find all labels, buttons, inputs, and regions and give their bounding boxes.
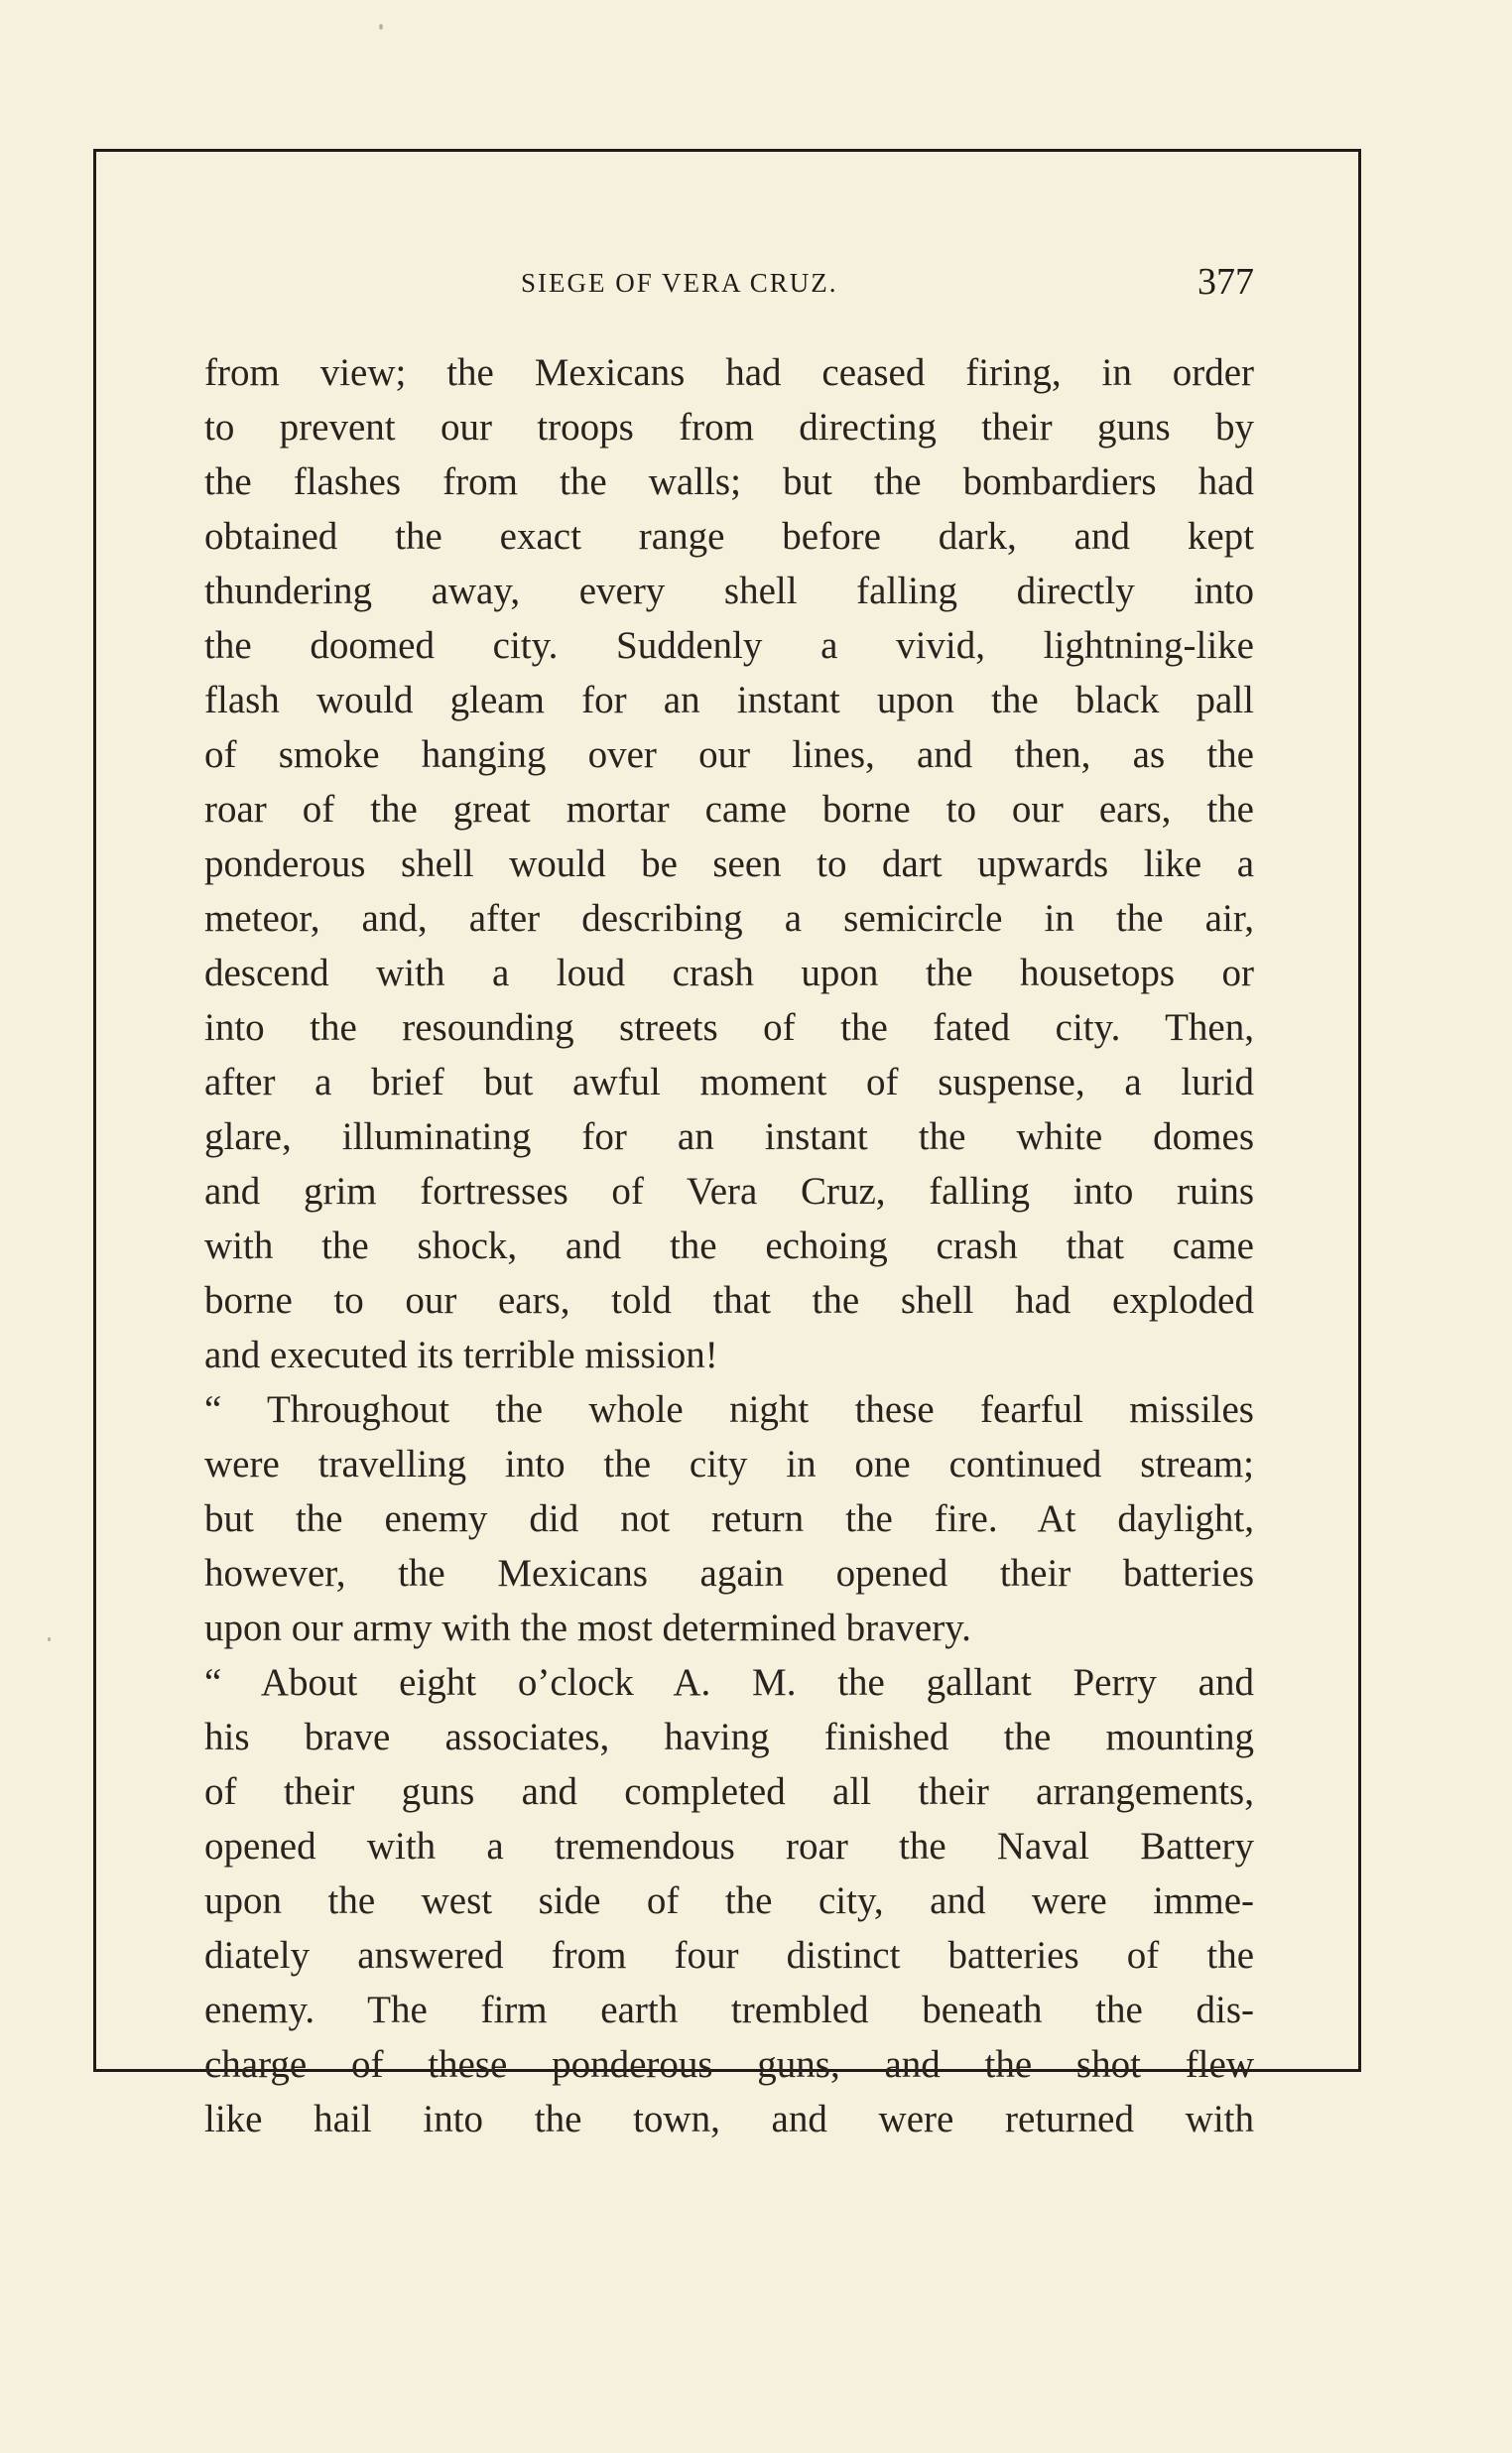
text-line: of their guns and completed all their arrangements, (204, 1770, 1254, 1813)
text-line: of smoke hanging over our lines, and then, as the (204, 733, 1254, 776)
text-line: “ About eight o’clock A. M. the gallant Perry and (204, 1661, 1254, 1704)
text-line: with the shock, and the echoing crash that came (204, 1225, 1254, 1267)
text-line: the doomed city. Suddenly a vivid, lightning-like (204, 624, 1254, 667)
text-line: ponderous shell would be seen to dart upwards like a (204, 842, 1254, 885)
text-line: and grim fortresses of Vera Cruz, falling into ruins (204, 1170, 1254, 1213)
text-line: roar of the great mortar came borne to our ears, the (204, 788, 1254, 831)
text-line: like hail into the town, and were returned with (204, 2098, 1254, 2140)
page-number: 377 (1197, 261, 1254, 303)
text-line: were travelling into the city in one continued stream; (204, 1443, 1254, 1485)
text-line: opened with a tremendous roar the Naval Battery (204, 1825, 1254, 1868)
text-line: to prevent our troops from directing their guns by (204, 406, 1254, 449)
text-line: but the enemy did not return the fire. At daylight, (204, 1497, 1254, 1540)
text-line: enemy. The firm earth trembled beneath the dis- (204, 1989, 1254, 2031)
text-line: his brave associates, having finished the mounting (204, 1716, 1254, 1758)
text-line: after a brief but awful moment of suspense, a lurid (204, 1061, 1254, 1103)
text-line: glare, illuminating for an instant the white domes (204, 1115, 1254, 1158)
text-line: borne to our ears, told that the shell had exploded (204, 1279, 1254, 1322)
running-head: SIEGE OF VERA CRUZ. (521, 268, 838, 298)
text-line: upon the west side of the city, and were imme- (204, 1879, 1254, 1922)
text-line: upon our army with the most determined bravery. (204, 1607, 971, 1649)
text-line: obtained the exact range before dark, and kept (204, 515, 1254, 558)
text-line: descend with a loud crash upon the housetops or (204, 952, 1254, 994)
text-line: diately answered from four distinct batteries of the (204, 1934, 1254, 1977)
text-line: and executed its terrible mission! (204, 1334, 718, 1376)
page-header (204, 260, 1254, 304)
text-line: the flashes from the walls; but the bombardiers had (204, 460, 1254, 503)
text-line: flash would gleam for an instant upon the black pall (204, 679, 1254, 721)
text-line: into the resounding streets of the fated city. Then, (204, 1006, 1254, 1049)
text-line: charge of these ponderous guns, and the shot flew (204, 2043, 1254, 2086)
text-line: meteor, and, after describing a semicircle in the air, (204, 897, 1254, 940)
paper-speck (379, 24, 383, 30)
text-line: from view; the Mexicans had ceased firing, in order (204, 351, 1254, 394)
body-text (204, 345, 1254, 2146)
text-line: thundering away, every shell falling directly into (204, 570, 1254, 612)
text-line: however, the Mexicans again opened their batteries (204, 1552, 1254, 1595)
margin-mark (48, 1637, 51, 1641)
text-line: “ Throughout the whole night these fearful missiles (204, 1388, 1254, 1431)
